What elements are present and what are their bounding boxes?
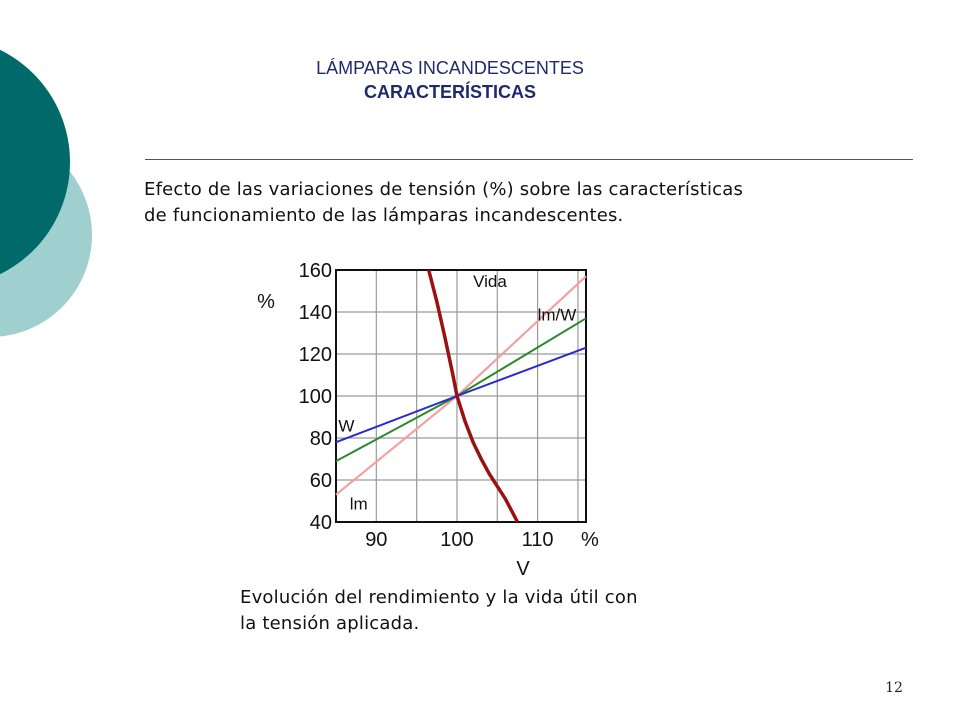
y-tick-label: 120 bbox=[298, 344, 332, 366]
series-label-vida: Vida bbox=[473, 271, 507, 291]
series-label-w: W bbox=[338, 416, 355, 436]
description bbox=[144, 177, 904, 229]
y-tick-label: 80 bbox=[309, 428, 332, 450]
title-line-2: CARACTERÍSTICAS bbox=[363, 82, 536, 102]
description-line-2: de funcionamiento de las lámparas incandescentes. bbox=[144, 205, 624, 226]
y-tick-label: 40 bbox=[309, 512, 332, 534]
y-tick-label: 160 bbox=[298, 260, 332, 282]
x-unit-label: % bbox=[581, 529, 599, 551]
series-label-lmw: lm/W bbox=[537, 305, 577, 325]
x-axis-label: V bbox=[516, 558, 530, 580]
caption-line-1: Evolución del rendimiento y la vida útil con bbox=[240, 587, 638, 608]
description-line-1: Efecto de las variaciones de tensión (%) sobre las características bbox=[144, 179, 744, 200]
y-tick-label: 140 bbox=[298, 302, 332, 324]
y-tick-label: 100 bbox=[298, 386, 332, 408]
series-line-w bbox=[336, 348, 586, 443]
series-label-lm: lm bbox=[349, 494, 368, 514]
voltage-effect-chart bbox=[250, 250, 610, 580]
page-number: 12 bbox=[885, 680, 903, 696]
chart-caption bbox=[240, 585, 740, 637]
x-tick-label: 90 bbox=[365, 529, 388, 551]
x-tick-label: 100 bbox=[440, 529, 474, 551]
series-line-lmw bbox=[336, 318, 586, 461]
caption-line-2: la tensión aplicada. bbox=[240, 613, 420, 634]
y-tick-label: 60 bbox=[309, 470, 332, 492]
x-tick-label: 110 bbox=[521, 529, 554, 551]
decorative-circles bbox=[0, 0, 130, 420]
title-line-1: LÁMPARAS INCANDESCENTES bbox=[316, 58, 584, 78]
divider bbox=[145, 159, 913, 160]
y-axis-label: % bbox=[257, 291, 275, 313]
